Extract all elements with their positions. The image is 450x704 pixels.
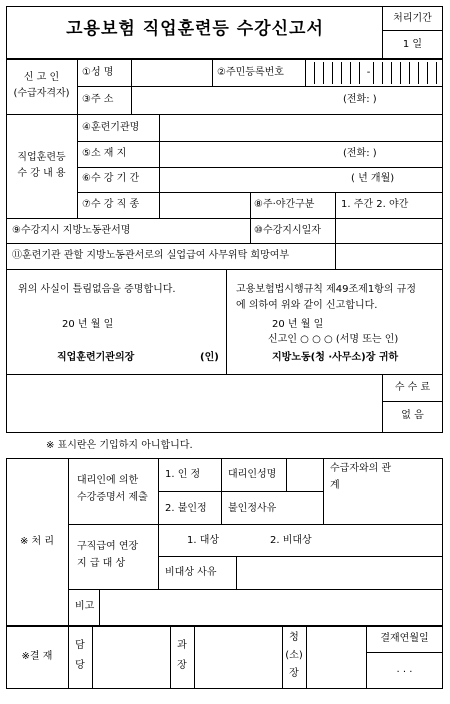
remarks-label: 비고 xyxy=(75,601,95,612)
allowance-target-option[interactable]: 1. 대상 xyxy=(187,535,220,546)
certification-signer: 직업훈련기관의장 xyxy=(57,352,135,363)
certification-date: 20 년 월 일 xyxy=(62,319,114,330)
ssn-label: ②주민등록번호 xyxy=(217,67,284,78)
relation-label-2: 계 xyxy=(330,480,340,491)
job-allowance-line-1: 구직급여 연장 xyxy=(77,541,139,552)
instruct-date-label: ⑩수강지시일자 xyxy=(254,225,321,236)
approval-person-1: 담 xyxy=(75,640,85,651)
location-phone: (전화: ) xyxy=(343,148,377,159)
agent-name-label: 대리인성명 xyxy=(228,469,277,480)
job-field[interactable] xyxy=(160,193,249,217)
certification-text: 위의 사실이 틀림없음을 증명합니다. xyxy=(18,284,176,295)
job-allowance-line-2: 지 급 대 상 xyxy=(77,558,126,569)
address-label: ③주 소 xyxy=(82,94,114,105)
allowance-non-target-option[interactable]: 2. 비대상 xyxy=(270,535,312,546)
non-target-reason-label: 비대상 사유 xyxy=(165,567,217,578)
processing-period-value: 1 일 xyxy=(402,39,423,50)
instruct-date-field[interactable] xyxy=(336,219,442,242)
approval-chief-1: 과 xyxy=(177,640,187,651)
fee-value: 없 음 xyxy=(401,410,424,421)
training-label-2: 수 강 내 용 xyxy=(17,168,66,179)
approval-head-3: 장 xyxy=(289,668,299,679)
declaration-date: 20 년 월 일 xyxy=(272,319,324,330)
declaration-addressee: 지방노동(청 ·사무소)장 귀하 xyxy=(272,352,399,363)
reporter-label: 신 고 인 xyxy=(23,72,60,83)
address-field[interactable] xyxy=(132,87,332,113)
address-phone: (전화: ) xyxy=(343,94,377,105)
job-label: ⑦수 강 직 종 xyxy=(82,199,140,210)
agent-recognized-option[interactable]: 1. 인 정 xyxy=(165,469,201,480)
office-label: ⑨수강지시 지방노동관서명 xyxy=(12,225,131,236)
declaration-reporter: 신고인 ○ ○ ○ (서명 또는 인) xyxy=(268,334,399,345)
remarks-field[interactable] xyxy=(100,590,442,625)
name-field[interactable] xyxy=(132,60,211,85)
agent-submit-line-2: 수강증명서 제출 xyxy=(77,492,148,503)
location-label: ⑤소 재 지 xyxy=(82,148,127,159)
approval-chief-2: 장 xyxy=(177,660,187,671)
fee-label: 수 수 료 xyxy=(394,382,431,393)
declaration-line-1: 고용보험법시행규칙 제49조제1항의 규정 xyxy=(236,284,417,295)
declaration-line-2: 에 의하여 위와 같이 신고합니다. xyxy=(236,300,378,311)
processing-period-label: 처리기간 xyxy=(393,13,432,24)
approval-head-2: (소) xyxy=(285,650,303,661)
agent-rejected-option[interactable]: 2. 불인정 xyxy=(165,503,207,514)
certification-seal: (인) xyxy=(200,352,219,363)
form-title: 고용보험 직업훈련등 수강신고서 xyxy=(66,19,324,39)
name-label: ①성 명 xyxy=(82,67,114,78)
reporter-sublabel: (수급자격자) xyxy=(13,88,70,99)
reject-reason-label: 불인정사유 xyxy=(228,503,277,514)
daynight-label: ⑧주·야간구분 xyxy=(254,199,315,210)
ssn-dash: - xyxy=(366,67,371,78)
processing-label: ※ 처 리 xyxy=(19,536,55,547)
consign-label: ⑪훈련기관 관할 지방노동관서로의 실업급여 사무위탁 희망여부 xyxy=(12,250,290,261)
approval-head-1: 청 xyxy=(289,632,299,643)
approval-date-value: . . . xyxy=(396,664,413,675)
approval-label: ※결 재 xyxy=(21,651,53,662)
training-label-1: 직업훈련등 xyxy=(17,152,66,163)
period-label: ⑥수 강 기 간 xyxy=(82,173,140,184)
note-text: ※ 표시란은 기입하지 아니합니다. xyxy=(46,440,193,451)
daynight-options[interactable]: 1. 주간 2. 야간 xyxy=(341,199,409,210)
institution-field[interactable] xyxy=(160,115,442,140)
period-value: ( 년 개월) xyxy=(351,173,395,184)
approval-person-2: 당 xyxy=(75,660,85,671)
agent-submit-line-1: 대리인에 의한 xyxy=(77,475,139,486)
relation-label: 수급자와의 관 xyxy=(330,463,392,474)
approval-date-label: 결재연월일 xyxy=(380,633,429,644)
institution-label: ④훈련기관명 xyxy=(82,122,140,133)
consign-field[interactable] xyxy=(336,244,442,268)
